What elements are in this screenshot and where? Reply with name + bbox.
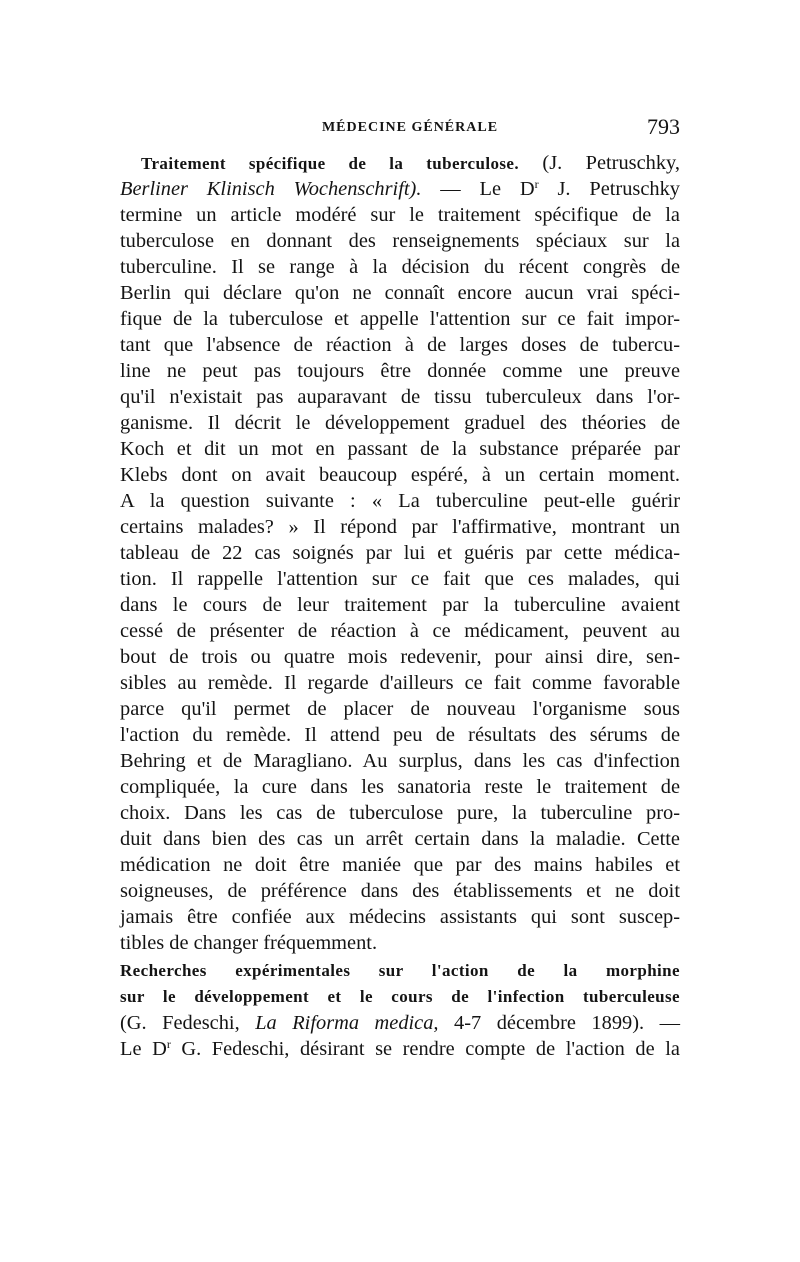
article-1-body-line: dans le cours de leur traitement par la tuberculine avaient — [120, 594, 680, 616]
article-1-body-line: l'action du remède. Il attend peu de résultats des sérums de — [120, 724, 680, 746]
article-1-citation: (J. Petruschky, — [542, 152, 681, 174]
article-1-body-line: soigneuses, de préférence dans des établissements et ne doit — [120, 880, 680, 902]
article-1-body-line: duit dans bien des cas un arrêt certain dans la maladie. Cette — [120, 828, 680, 850]
article-1-body-line: tant que l'absence de réaction à de larges doses de tubercu- — [120, 334, 680, 356]
article-1-body-line: compliquée, la cure dans les sanatoria reste le traitement de — [120, 776, 680, 798]
article-1-body-line: tion. Il rappelle l'attention sur ce fait que ces malades, qui — [120, 568, 680, 590]
article-2-journal: La Riforma medica, — [255, 1012, 439, 1034]
article-2-title-line-1: Recherches expérimentales sur l'action de la morphine — [120, 961, 680, 980]
article-1-body-line: certains malades? » Il répond par l'affirmative, montrant un — [120, 516, 680, 538]
article-1-body-line: line ne peut pas toujours être donnée comme une preuve — [120, 360, 680, 382]
article-1-first-line — [141, 150, 680, 176]
article-1-body-line: cessé de présenter de réaction à ce médicament, peuvent au — [120, 620, 680, 642]
article-1-body-line: Koch et dit un mot en passant de la substance préparée par — [120, 438, 680, 460]
article-1-body-line: termine un article modéré sur le traitement spécifique de la — [120, 204, 680, 226]
article-1-body-line: sibles au remède. Il regarde d'ailleurs ce fait comme favorable — [120, 672, 680, 694]
page-header — [120, 114, 680, 144]
article-2-title-line-2: sur le développement et le cours de l'infection tuberculeuse — [120, 987, 680, 1006]
article-1-body-line: tableau de 22 cas soignés par lui et guéris par cette médica- — [120, 542, 680, 564]
article-1-author: J. Petruschky — [557, 178, 680, 200]
article-1-body-line: Behring et de Maragliano. Au surplus, dans les cas d'infection — [120, 750, 680, 772]
article-1-title: Traitement spécifique de la tuberculose. — [141, 154, 519, 173]
article-1-citation-line — [120, 176, 680, 202]
article-1-body-line: qu'il n'existait pas auparavant de tissu tuberculeux dans l'or- — [120, 386, 680, 408]
running-head: MÉDECINE GÉNÉRALE — [321, 120, 499, 135]
article-1-body-line: tuberculose en donnant des renseignements spéciaux sur la — [120, 230, 680, 252]
article-1-body-line: choix. Dans les cas de tuberculose pure, la tuberculine pro- — [120, 802, 680, 824]
article-1-author-lead: — Le $D^r$ — [440, 177, 539, 200]
article-1-journal: Berliner Klinisch Wochenschrift). — [120, 178, 422, 200]
article-2-body-line-1: Le $D^r$ G. Fedeschi, désirant se rendre compte de l'action de la — [120, 1037, 680, 1060]
article-1-body-line: parce qu'il permet de placer de nouveau l'organisme sous — [120, 698, 680, 720]
article-1-body-line: tuberculine. Il se range à la décision du récent congrès de — [120, 256, 680, 278]
article-1-body-line: A la question suivante : « La tuberculine peut-elle guérir — [120, 490, 680, 512]
article-1-body-line: bout de trois ou quatre mois redevenir, pour ainsi dire, sen- — [120, 646, 680, 668]
article-1-body-line: ganisme. Il décrit le développement graduel des théories de — [120, 412, 680, 434]
article-1-body-line: Berlin qui déclare qu'on ne connaît encore aucun vrai spéci- — [120, 282, 680, 304]
article-2-citation-line: (G. Fedeschi, La Riforma medica, 4-7 décembre 1899). — — [120, 1012, 680, 1034]
article-1-body-line: tibles de changer fréquemment. — [120, 932, 378, 954]
article-1-body-line: jamais être confiée aux médecins assistants qui sont suscep- — [120, 906, 680, 928]
article-1-body-line: Klebs dont on avait beaucoup espéré, à un certain moment. — [120, 464, 680, 486]
page-number: 793 — [647, 114, 680, 139]
article-1-body-line: fique de la tuberculose et appelle l'attention sur ce fait impor- — [120, 308, 680, 330]
article-1-body-line: médication ne doit être maniée que par des mains habiles et — [120, 854, 680, 876]
